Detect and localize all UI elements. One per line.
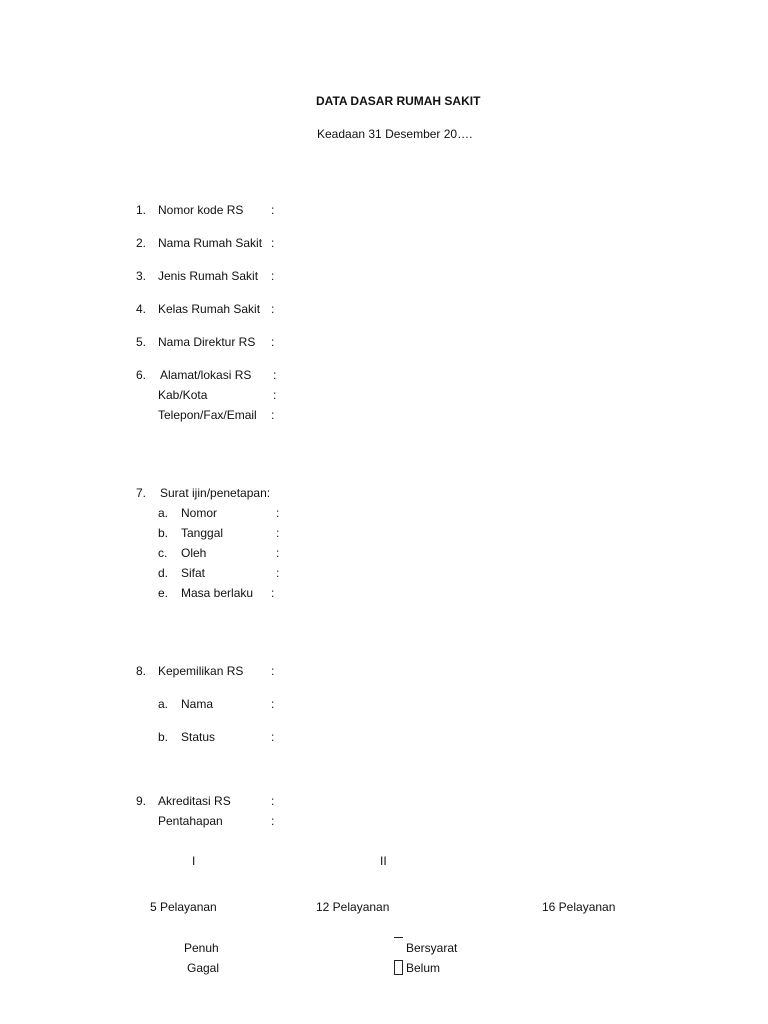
surat-sub-oleh: Oleh	[181, 546, 207, 560]
colon-8b: :	[271, 730, 275, 744]
checkbox-belum[interactable]	[394, 960, 403, 975]
dash-mark	[394, 937, 403, 938]
stage-label-1: I	[192, 854, 196, 868]
pentahapan-label: Pentahapan	[158, 814, 223, 828]
colon-6: :	[273, 368, 277, 382]
document-subtitle: Keadaan 31 Desember 20….	[317, 127, 473, 141]
item-number-6: 6.	[136, 368, 147, 382]
item-label-akreditasi: Akreditasi RS	[158, 794, 231, 808]
colon-9b: :	[271, 814, 275, 828]
surat-sub-letter-e: e.	[158, 586, 169, 600]
item-label-nomor-kode: Nomor kode RS	[158, 203, 244, 217]
status-bersyarat: Bersyarat	[406, 941, 458, 955]
surat-sub-tanggal: Tanggal	[181, 526, 224, 540]
status-gagal: Gagal	[187, 961, 220, 975]
pelayanan-16: 16 Pelayanan	[542, 900, 616, 914]
item-number-5: 5.	[136, 335, 147, 349]
colon-6c: :	[271, 408, 275, 422]
status-penuh: Penuh	[184, 941, 219, 955]
item-number-3: 3.	[136, 269, 147, 283]
surat-sub-nomor: Nomor	[181, 506, 218, 520]
colon-9: :	[271, 794, 275, 808]
surat-sub-letter-a: a.	[158, 506, 169, 520]
address-sub-telepon: Telepon/Fax/Email	[158, 408, 257, 422]
stage-label-2: II	[380, 854, 387, 868]
colon-7a: :	[276, 506, 280, 520]
item-number-8: 8.	[136, 664, 147, 678]
item-label-jenis-rumah-sakit: Jenis Rumah Sakit	[158, 269, 259, 283]
pelayanan-12: 12 Pelayanan	[316, 900, 390, 914]
item-label-alamat-lokasi: Alamat/lokasi RS	[160, 368, 252, 382]
kepemilikan-sub-status: Status	[181, 730, 216, 744]
document-title: DATA DASAR RUMAH SAKIT	[316, 94, 481, 108]
item-label-kepemilikan: Kepemilikan RS	[158, 664, 244, 678]
colon-8: :	[271, 664, 275, 678]
surat-sub-letter-b: b.	[158, 526, 169, 540]
status-belum: Belum	[406, 961, 441, 975]
surat-sub-masa-berlaku: Masa berlaku	[181, 586, 254, 600]
item-number-2: 2.	[136, 236, 147, 250]
kepemilikan-sub-nama: Nama	[181, 697, 214, 711]
item-label-nama-rumah-sakit: Nama Rumah Sakit	[158, 236, 263, 250]
surat-sub-sifat: Sifat	[181, 566, 206, 580]
address-sub-kab-kota: Kab/Kota	[158, 388, 208, 402]
item-number-4: 4.	[136, 302, 147, 316]
surat-sub-letter-d: d.	[158, 566, 169, 580]
colon-1: :	[271, 203, 275, 217]
surat-sub-letter-c: c.	[158, 546, 168, 560]
colon-8a: :	[271, 697, 275, 711]
item-number-9: 9.	[136, 794, 147, 808]
colon-3: :	[271, 269, 275, 283]
colon-7d: :	[276, 566, 280, 580]
colon-4: :	[271, 302, 275, 316]
colon-7e: :	[271, 586, 275, 600]
colon-6b: :	[273, 388, 277, 402]
item-label-nama-direktur: Nama Direktur RS	[158, 335, 256, 349]
pelayanan-5: 5 Pelayanan	[150, 900, 217, 914]
item-label-kelas-rumah-sakit: Kelas Rumah Sakit	[158, 302, 261, 316]
colon-2: :	[271, 236, 275, 250]
item-label-surat-ijin: Surat ijin/penetapan:	[160, 486, 271, 500]
colon-7b: :	[276, 526, 280, 540]
colon-5: :	[271, 335, 275, 349]
kepemilikan-sub-letter-a: a.	[158, 697, 169, 711]
item-number-1: 1.	[136, 203, 147, 217]
kepemilikan-sub-letter-b: b.	[158, 730, 169, 744]
item-number-7: 7.	[136, 486, 147, 500]
colon-7c: :	[276, 546, 280, 560]
